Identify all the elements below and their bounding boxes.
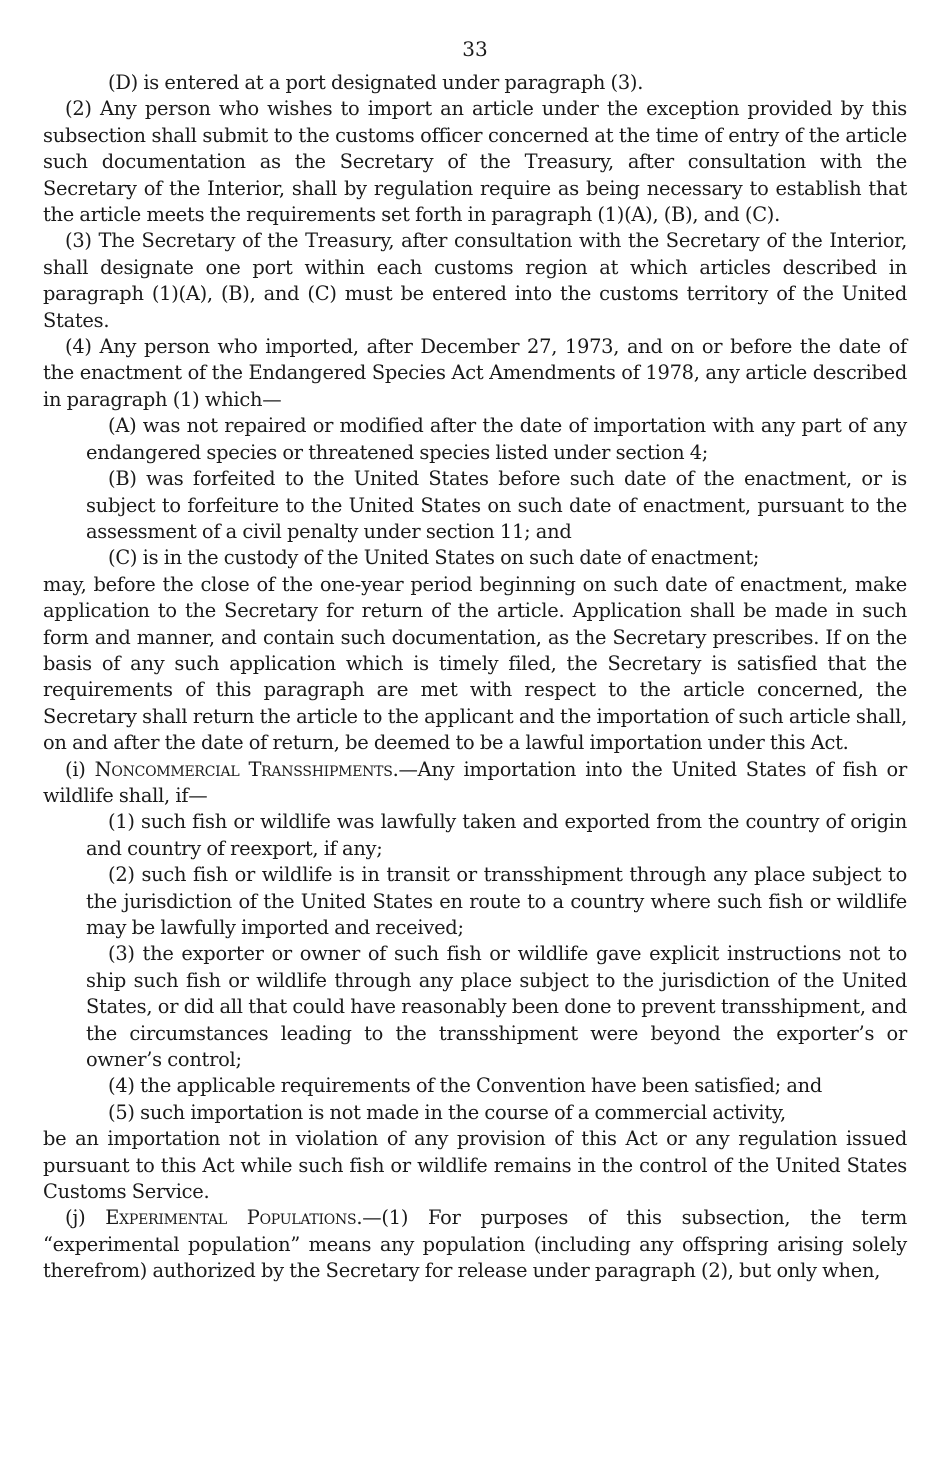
document-body [43, 70, 907, 1285]
subsection-j [43, 1205, 907, 1284]
paragraph-1-d: (D) is entered at a port designated under paragraph (3). [108, 71, 644, 94]
paragraph-4-a: (A) was not repaired or modified after the date of importation with any part of any endangered species or threatened species listed under section 4; [86, 414, 907, 464]
subsection-i-prefix: (i) [65, 757, 95, 781]
paragraph-2: (2) Any person who wishes to import an article under the exception provided by this subsection shall submit to the customs officer concerned at the time of entry of the article such documentation as the Secretary of the Treasury, after consultation with the Secretary of the Interior, shall by regulation require as being necessary to establish that the article meets the requirements set forth in paragraph (1)(A), (B), and (C). [43, 97, 907, 227]
subsection-i-5: (5) such importation is not made in the course of a commercial activity, [108, 1100, 786, 1124]
subsection-i-1: (1) such fish or wildlife was lawfully taken and exported from the country of origin and country of reexport, if any; [86, 810, 907, 860]
paragraph-4-b: (B) was forfeited to the United States before such date of the enactment, or is subject to forfeiture to the United States on such date of enactment, pursuant to the assessment of a civil penalty under section 11; and [86, 467, 907, 543]
subsection-i-continuation: be an importation not in violation of any provision of this Act or any regulation issued pursuant to this Act while such fish or wildlife remains in the control of the United States Customs Service. [43, 1127, 907, 1204]
page-number: 33 [462, 37, 488, 61]
subsection-j-prefix: (j) [65, 1206, 106, 1230]
subsection-i-heading: Noncommercial Transshipments. [94, 757, 399, 781]
subsection-i [43, 757, 907, 810]
document-page [43, 36, 907, 1285]
paragraph-3: (3) The Secretary of the Treasury, after consultation with the Secretary of the Interior, shall designate one port within each customs region at which articles described in paragraph (1)(A), (B), and (C) must be entered into the customs territory of the United States. [43, 229, 907, 332]
subsection-j-heading: Experimental Populations. [105, 1206, 363, 1230]
subsection-i-2: (2) such fish or wildlife is in transit or transshipment through any place subject to the jurisdiction of the United States en route to a country where such fish or wildlife may be lawfully imported and received; [86, 863, 907, 939]
subsection-i-4: (4) the applicable requirements of the Convention have been satisfied; and [108, 1074, 823, 1098]
subsection-i-body: —Any importation into the United States of fish or wildlife shall, if— [43, 757, 907, 807]
paragraph-4-c: (C) is in the custody of the United States on such date of enactment; [108, 546, 760, 570]
paragraph-4: (4) Any person who imported, after December 27, 1973, and on or before the date of the enactment of the Endangered Species Act Amendments of 1978, any article described in paragraph (1) which— [43, 335, 907, 411]
subsection-i-3: (3) the exporter or owner of such fish or wildlife gave explicit instructions not to ship such fish or wildlife through any place subject to the jurisdiction of the United States, or did all that could have reasonably been done to prevent transshipment, and the circumstances leading to the transshipment were beyond the exporter’s or owner’s control; [86, 942, 907, 1072]
subsection-j-body: —(1) For purposes of this subsection, the term “experimental population” means any population (including any offspring arising solely therefrom) authorized by the Secretary for release under paragraph (2), but only when, [43, 1206, 907, 1283]
paragraph-4-continuation: may, before the close of the one-year period beginning on such date of enactment, make application to the Secretary for return of the article. Application shall be made in such form and manner, and contain such documentation, as the Secretary prescribes. If on the basis of any such application which is timely filed, the Secretary is satisfied that the requirements of this paragraph are met with respect to the article concerned, the Secretary shall return the article to the applicant and the importation of such article shall, on and after the date of return, be deemed to be a lawful importation under this Act. [43, 572, 907, 755]
